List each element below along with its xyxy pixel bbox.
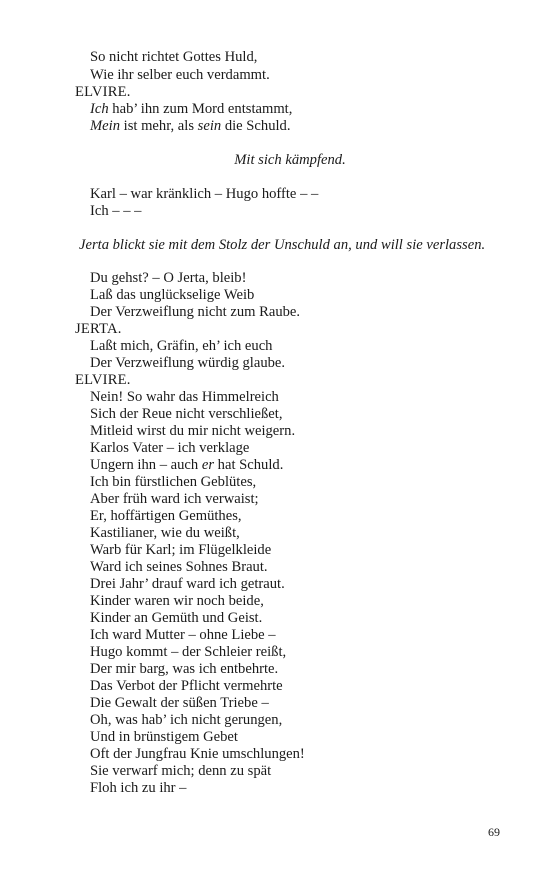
verse-line: Das Verbot der Pflicht vermehrte xyxy=(90,678,283,694)
verse-line: Kastilianer, wie du weißt, xyxy=(90,525,240,541)
verse-text: die Schuld. xyxy=(221,118,291,134)
stage-direction: Jerta blickt sie mit dem Stolz der Unschuld an, und will sie verlassen. xyxy=(79,237,486,253)
verse-line: Der mir barg, was ich entbehrte. xyxy=(90,661,279,677)
stage-direction: Mit sich kämpfend. xyxy=(234,152,346,168)
emphasis: sein xyxy=(197,118,222,134)
verse-line: Sie verwarf mich; denn zu spät xyxy=(90,763,272,779)
verse-line: Mitleid wirst du mir nicht weigern. xyxy=(90,423,296,439)
verse-line: Der Verzweiflung nicht zum Raube. xyxy=(90,304,301,320)
verse-line: Kinder an Gemüth und Geist. xyxy=(90,610,263,626)
speaker-name: ELVIRE. xyxy=(75,372,131,388)
page-number: 69 xyxy=(488,825,500,839)
verse-line: Kinder waren wir noch beide, xyxy=(90,593,264,609)
verse-line: Oft der Jungfrau Knie umschlungen! xyxy=(90,746,305,762)
verse-line: Ward ich seines Sohnes Braut. xyxy=(90,559,268,575)
verse-text: Ungern ihn – auch xyxy=(90,457,202,473)
verse-line: Karlos Vater – ich verklage xyxy=(90,440,250,456)
verse-line: Laß das unglückselige Weib xyxy=(90,287,255,303)
verse-text: hab’ ihn zum Mord entstammt, xyxy=(108,101,293,117)
verse-line: Ich bin fürstlichen Geblütes, xyxy=(90,474,257,490)
verse-line: Floh ich zu ihr – xyxy=(90,780,187,796)
verse-line: Laßt mich, Gräfin, eh’ ich euch xyxy=(90,338,273,354)
verse-line: Aber früh ward ich verwaist; xyxy=(90,491,259,507)
verse-line xyxy=(90,101,292,118)
emphasis: Mein xyxy=(90,118,120,134)
verse-line: Karl – war kränklich – Hugo hoffte – – xyxy=(90,186,319,202)
verse-line: Die Gewalt der süßen Triebe – xyxy=(90,695,269,711)
verse-line: Ich ward Mutter – ohne Liebe – xyxy=(90,627,276,643)
verse-line: Drei Jahr’ drauf ward ich getraut. xyxy=(90,576,285,592)
verse-line: Warb für Karl; im Flügelkleide xyxy=(90,542,272,558)
verse-line: Hugo kommt – der Schleier reißt, xyxy=(90,644,287,660)
verse-line: Ich – – – xyxy=(90,203,142,219)
verse-line: Sich der Reue nicht verschließet, xyxy=(90,406,283,422)
verse-line xyxy=(90,118,291,135)
verse-text: ist mehr, als xyxy=(120,118,198,134)
verse-line: Oh, was hab’ ich nicht gerungen, xyxy=(90,712,283,728)
emphasis: Ich xyxy=(90,101,109,117)
verse-line: Nein! So wahr das Himmelreich xyxy=(90,389,279,405)
verse-line: Du gehst? – O Jerta, bleib! xyxy=(90,270,247,286)
verse-line: Der Verzweiflung würdig glaube. xyxy=(90,355,286,371)
speaker-name: JERTA. xyxy=(75,321,122,337)
verse-line: Wie ihr selber euch verdammt. xyxy=(90,67,270,83)
emphasis: er xyxy=(201,457,215,473)
verse-line xyxy=(90,457,283,474)
verse-line: So nicht richtet Gottes Huld, xyxy=(90,49,258,65)
verse-line: Und in brünstigem Gebet xyxy=(90,729,238,745)
verse-text: hat Schuld. xyxy=(214,457,284,473)
verse-line: Er, hoffärtigen Gemüthes, xyxy=(90,508,242,524)
speaker-name: ELVIRE. xyxy=(75,84,131,100)
